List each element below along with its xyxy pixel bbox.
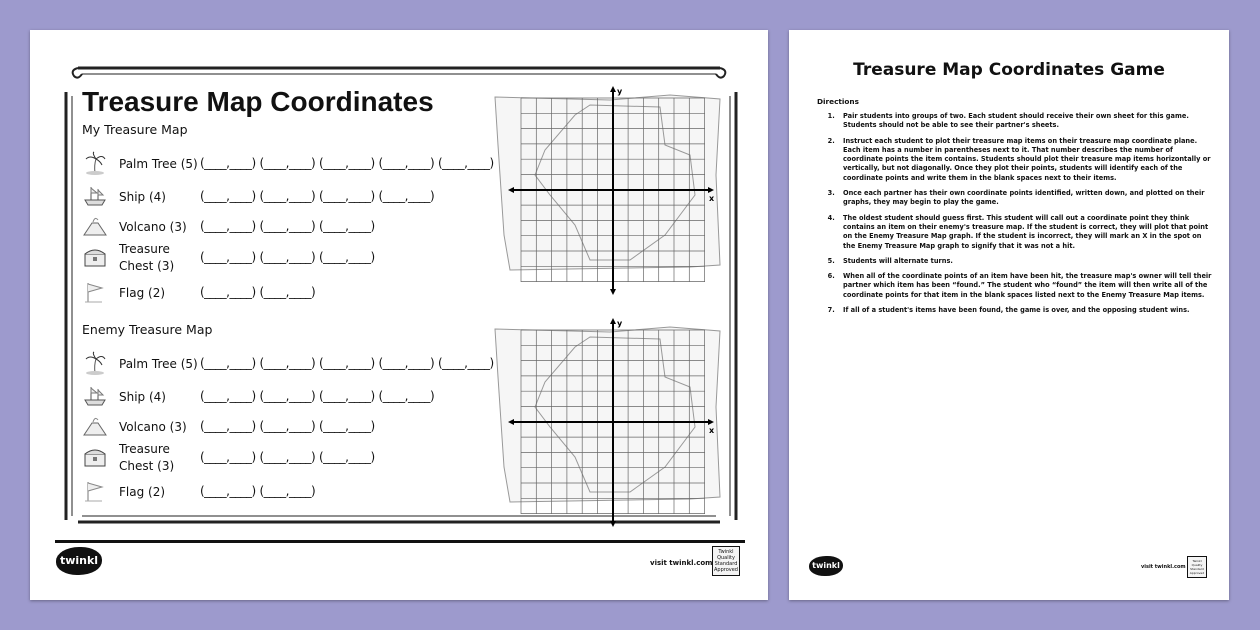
y-axis-label: y — [617, 319, 623, 328]
quality-badge: Twinkl Quality Standard Approved — [1187, 556, 1207, 578]
item-name: Ship (4) — [119, 390, 166, 404]
section-heading: My Treasure Map — [82, 122, 188, 137]
worksheet-page — [30, 30, 768, 600]
item-name: Flag (2) — [119, 485, 166, 499]
item-name: Palm Tree (5) — [119, 157, 198, 171]
item-label — [119, 219, 187, 236]
coordinate-blank[interactable]: (____,____) — [319, 219, 375, 233]
x-axis-label: x — [709, 426, 715, 435]
coordinate-blank[interactable]: (____,____) — [200, 285, 256, 299]
coordinate-blank[interactable]: (____,____) — [319, 419, 375, 433]
item-name-line2: Chest (3) — [119, 259, 175, 273]
item-label — [119, 419, 187, 436]
item-name: Volcano (3) — [119, 220, 187, 234]
item-name: Palm Tree (5) — [119, 357, 198, 371]
coordinate-blank[interactable]: (____,____) — [200, 419, 256, 433]
coordinate-blank[interactable]: (____,____) — [378, 156, 435, 170]
direction-step: 7. If all of a student's items have been found, the game is over, and the opposing student wins. — [837, 306, 1212, 315]
direction-step: 1. Pair students into groups of two. Each student should receive their own sheet for this game. Students should not be able to see their partner's sheets. — [837, 112, 1212, 131]
coordinate-blank[interactable]: (____,____) — [259, 419, 316, 433]
treasure-chest-icon — [82, 245, 108, 269]
coordinate-blank[interactable]: (____,____) — [438, 356, 494, 370]
section-heading: Enemy Treasure Map — [82, 322, 213, 337]
coordinate-blank[interactable]: (____,____) — [319, 189, 375, 203]
directions-list — [817, 112, 1212, 321]
coordinate-blank[interactable]: (____,____) — [259, 189, 316, 203]
coordinate-blank[interactable]: (____,____) — [259, 219, 316, 233]
coordinate-blank[interactable]: (____,____) — [319, 389, 375, 403]
item-name: Treasure — [119, 442, 170, 456]
item-name-line2: Chest (3) — [119, 459, 175, 473]
coordinate-blank[interactable]: (____,____) — [378, 389, 435, 403]
coordinate-blank[interactable]: (____,____) — [319, 250, 375, 264]
coordinate-blank[interactable]: (____,____) — [259, 484, 316, 498]
item-label — [119, 441, 174, 475]
coordinate-blank[interactable]: (____,____) — [259, 356, 316, 370]
item-label — [119, 156, 198, 173]
direction-step: 6. When all of the coordinate points of an item have been hit, the treasure map's owner will tell their partner which item has been “found.” The student who “found” the item will then write all of the coordinate points for that item in the blank spaces listed next to the Enemy Treasure Map items. — [837, 272, 1212, 300]
item-label — [119, 484, 165, 501]
visit-link[interactable]: visit twinkl.com — [1141, 564, 1186, 570]
coordinate-blank[interactable]: (____,____) — [200, 356, 256, 370]
instructions-title: Treasure Map Coordinates Game — [853, 60, 1165, 80]
item-label — [119, 241, 174, 275]
coordinate-grid[interactable] — [490, 317, 730, 532]
coordinate-blank[interactable]: (____,____) — [259, 156, 316, 170]
treasure-chest-icon — [82, 445, 108, 469]
item-label — [119, 285, 165, 302]
visit-link[interactable]: visit twinkl.com — [650, 559, 713, 567]
item-name: Flag (2) — [119, 286, 166, 300]
flag-icon — [82, 280, 108, 304]
item-name: Volcano (3) — [119, 420, 187, 434]
coordinate-blank[interactable]: (____,____) — [319, 156, 375, 170]
coordinate-blank[interactable]: (____,____) — [200, 250, 256, 264]
item-label — [119, 389, 166, 406]
coordinate-blank[interactable]: (____,____) — [438, 156, 494, 170]
twinkl-logo: twinkl — [56, 547, 102, 575]
coordinate-blank[interactable]: (____,____) — [259, 250, 316, 264]
y-axis-label: y — [617, 87, 623, 96]
direction-step: 5. Students will alternate turns. — [837, 257, 1212, 266]
footer-divider — [55, 540, 745, 543]
item-label — [119, 189, 166, 206]
volcano-icon — [82, 214, 108, 238]
direction-step: 3. Once each partner has their own coordinate points identified, written down, and plotted on their graphs, they may begin to play the game. — [837, 189, 1212, 208]
coordinate-blank[interactable]: (____,____) — [319, 450, 375, 464]
twinkl-logo: twinkl — [809, 556, 843, 576]
instructions-page — [789, 30, 1229, 600]
coordinate-blank[interactable]: (____,____) — [259, 285, 316, 299]
coordinate-blank[interactable]: (____,____) — [200, 450, 256, 464]
quality-badge: Twinkl Quality Standard Approved — [712, 546, 740, 576]
item-name: Treasure — [119, 242, 170, 256]
volcano-icon — [82, 414, 108, 438]
flag-icon — [82, 479, 108, 503]
direction-step: 4. The oldest student should guess first. This student will call out a coordinate point they think contains an item on their enemy's treasure map. If the student is correct, they will plot that point on the Enemy Treasure Map graph. If the student is incorrect, they will mark an X in the spot on the Enemy Treasure Map graph to signify that it was not a hit. — [837, 214, 1212, 251]
item-label — [119, 356, 198, 373]
palm-tree-icon — [82, 351, 108, 375]
x-axis-label: x — [709, 194, 715, 203]
direction-step: 2. Instruct each student to plot their treasure map items on their treasure map coordinate plane. Each item has a number in parentheses next to it. That number describes the number of coordinate points the item contains. Students should plot their treasure map items horizontally or vertically, but not diagonally. Once they plot their points, students will identify each of the coordinate points and write them in the blank spaces next to their items. — [837, 137, 1212, 183]
coordinate-blank[interactable]: (____,____) — [259, 450, 316, 464]
coordinate-blank[interactable]: (____,____) — [200, 484, 256, 498]
coordinate-blank[interactable]: (____,____) — [200, 156, 256, 170]
palm-tree-icon — [82, 151, 108, 175]
coordinate-blank[interactable]: (____,____) — [378, 356, 435, 370]
coordinate-blank[interactable]: (____,____) — [378, 189, 435, 203]
ship-icon — [82, 184, 108, 208]
coordinate-blank[interactable]: (____,____) — [319, 356, 375, 370]
coordinate-grid[interactable] — [490, 85, 730, 300]
coordinate-blank[interactable]: (____,____) — [200, 389, 256, 403]
item-name: Ship (4) — [119, 190, 166, 204]
ship-icon — [82, 384, 108, 408]
coordinate-blank[interactable]: (____,____) — [200, 189, 256, 203]
coordinate-blank[interactable]: (____,____) — [259, 389, 316, 403]
worksheet-title: Treasure Map Coordinates — [82, 86, 434, 117]
directions-label: Directions — [817, 97, 859, 106]
coordinate-blank[interactable]: (____,____) — [200, 219, 256, 233]
